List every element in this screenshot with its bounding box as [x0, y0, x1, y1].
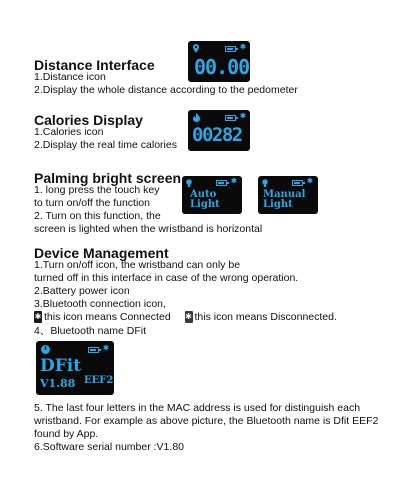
manual-label-1: Manual [263, 189, 306, 200]
device-line-2: turned off in this interface in case of the wrong operation. [34, 272, 299, 284]
calories-screen [188, 110, 250, 151]
disconnected-text: this icon means Disconnected. [194, 311, 337, 323]
flame-icon [193, 113, 200, 122]
calories-line-2: 2.Display the real time calories [34, 139, 177, 151]
manual-label-2: Light [263, 199, 293, 210]
device-name: DFit [40, 356, 82, 376]
distance-value: 00.00 [194, 55, 250, 79]
device-line-1: 1.Turn on/off icon, the wristband can only be [34, 259, 241, 271]
bluetooth-icon: ✱ [103, 345, 109, 352]
device-line-4: 3.Bluetooth connection icon, [34, 298, 166, 310]
location-pin-icon [193, 44, 199, 53]
palming-line-4: screen is lighted when the wristband is horizontal [34, 223, 263, 235]
battery-icon [88, 347, 99, 353]
device-line-3: 2.Battery power icon [34, 285, 130, 297]
palming-title: Palming bright screen [34, 170, 182, 186]
connected-text: this icon means Connected [44, 311, 171, 323]
lightbulb-icon [186, 179, 192, 188]
bluetooth-icon: ✱ [231, 178, 237, 185]
battery-icon [216, 180, 227, 186]
bluetooth-connected-icon: ✱ [34, 312, 42, 322]
lightbulb-icon [262, 179, 268, 188]
power-icon [41, 345, 50, 354]
calories-title: Calories Display [34, 112, 143, 128]
device-line-5 [34, 311, 337, 324]
bluetooth-icon: ✱ [240, 44, 246, 51]
device-mac: EEF2 [84, 375, 114, 386]
manual-light-screen [258, 176, 318, 214]
device-screen [36, 341, 114, 395]
battery-icon [225, 46, 236, 52]
distance-title: Distance Interface [34, 57, 155, 73]
distance-line-2: 2.Display the whole distance according to the pedometer [34, 84, 298, 96]
bluetooth-icon: ✱ [240, 113, 246, 120]
device-line-6: 4、Bluetooth name DFit [34, 325, 147, 337]
device-line-7: 5. The last four letters in the MAC address is used for distinguish each [34, 402, 361, 414]
device-line-8: wristband. For example as above picture, the Bluetooth name is Dfit EEF2 [34, 415, 379, 427]
bluetooth-icon: ✱ [307, 178, 313, 185]
battery-icon [225, 115, 236, 121]
device-version: V1.88 [40, 377, 76, 390]
auto-label-1: Auto [190, 189, 217, 200]
battery-icon [292, 180, 303, 186]
palming-line-2: to turn on/off the function [34, 197, 150, 209]
calories-value: 00282 [192, 124, 242, 146]
auto-light-screen [182, 176, 242, 214]
device-line-10: 6.Software serial number :V1.80 [34, 441, 184, 453]
distance-screen [188, 41, 250, 82]
device-line-9: found by App. [34, 428, 99, 440]
palming-line-3: 2. Turn on this function, the [34, 210, 161, 222]
device-title: Device Management [34, 245, 169, 261]
auto-label-2: Light [190, 199, 220, 210]
calories-line-1: 1.Calories icon [34, 126, 104, 138]
palming-line-1: 1. long press the touch key [34, 184, 160, 196]
bluetooth-disconnected-icon: ✱ [185, 312, 192, 322]
distance-line-1: 1.Distance icon [34, 71, 106, 83]
